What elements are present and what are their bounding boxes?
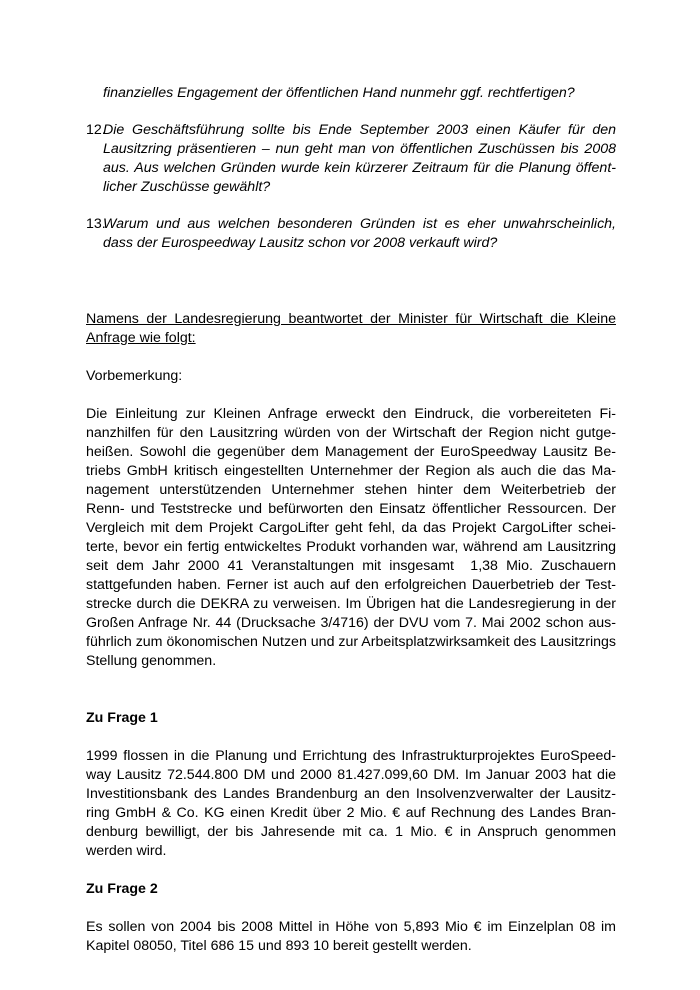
preamble-line: nagement unterstützenden Unternehmer stehen hinter dem Weiterbetrieb der xyxy=(86,482,616,498)
preamble-line: stattgefunden haben. Ferner ist auch auf den erfolgreichen Dauerbetrieb der Test- xyxy=(86,577,616,593)
frage-1-line: ring GmbH & Co. KG einen Kredit über 2 Mio. € auf Rechnung des Landes Bran- xyxy=(86,805,616,821)
frage-1-line: Investitionsbank des Landes Brandenburg an den Insolvenzverwalter der Lausitz- xyxy=(86,786,616,802)
preamble-line: Großen Anfrage Nr. 44 (Drucksache 3/4716) der DVU vom 7. Mai 2002 schon aus- xyxy=(86,615,616,631)
answer-intro-line: Namens der Landesregierung beantwortet der Minister für Wirtschaft die Kleine xyxy=(86,311,616,327)
frage-1-line: denburg bewilligt, der bis Jahresende mit ca. 1 Mio. € in Anspruch genommen xyxy=(86,824,616,840)
preamble-line: Vergleich mit dem Projekt CargoLifter geht fehl, da das Projekt CargoLifter schei- xyxy=(86,520,616,536)
question-13-line: Warum und aus welchen besonderen Gründen ist es eher unwahrscheinlich, xyxy=(103,216,616,232)
preamble-line: führlich zum ökonomischen Nutzen und zur Arbeitsplatzwirksamkeit des Lausitzrings xyxy=(86,634,616,650)
question-13-line: dass der Eurospeedway Lausitz schon vor 2008 verkauft wird? xyxy=(103,235,498,251)
frage-1-line: werden wird. xyxy=(86,843,167,859)
question-12-line: Die Geschäftsführung sollte bis Ende September 2003 einen Käufer für den xyxy=(103,122,616,138)
preamble-line: heißen. Sowohl die gegenüber dem Management der EuroSpeedway Lausitz Be- xyxy=(86,444,616,460)
answer-intro-line: Anfrage wie folgt: xyxy=(86,330,196,346)
question-12-line: Lausitzring präsentieren – nun geht man von öffentlichen Zuschüssen bis 2008 xyxy=(103,141,616,157)
frage-1-paragraph xyxy=(86,747,616,861)
question-12-line: aus. Aus welchen Gründen wurde kein kürzerer Zeitraum für die Planung öffent- xyxy=(103,160,616,176)
question-12-number: 12. xyxy=(86,122,106,138)
preamble-line: nanzhilfen für den Lausitzring würden von der Wirtschaft der Region nicht gutge- xyxy=(86,425,616,441)
preamble-line: Renn- und Teststrecke und befürworten den Einsatz öffentlicher Ressourcen. Der xyxy=(86,501,616,517)
frage-2-paragraph xyxy=(86,918,616,956)
frage-2-line: Kapitel 08050, Titel 686 15 und 893 10 bereit gestellt werden. xyxy=(86,938,472,954)
frage-1-heading: Zu Frage 1 xyxy=(86,710,158,726)
question-12 xyxy=(86,121,616,197)
question-13 xyxy=(86,215,616,253)
frage-1-line: 1999 flossen in die Planung und Errichtung des Infrastrukturprojektes EuroSpeed- xyxy=(86,748,616,764)
preamble-line: Die Einleitung zur Kleinen Anfrage erweckt den Eindruck, die vorbereiteten Fi- xyxy=(86,406,616,422)
document-page xyxy=(86,84,616,956)
preamble-line: seit dem Jahr 2000 41 Veranstaltungen mit insgesamt 1,38 Mio. Zuschauern xyxy=(86,558,616,574)
question-13-number: 13. xyxy=(86,216,106,232)
preamble-line: terte, bevor ein fertig entwickeltes Produkt vorhanden war, während am Lausitzring xyxy=(86,539,616,555)
preamble-line: triebs GmbH kritisch eingestellten Unternehmer der Region als auch die das Ma- xyxy=(86,463,616,479)
preamble-heading: Vorbemerkung: xyxy=(86,368,183,384)
preamble-line: Stellung genommen. xyxy=(86,653,217,669)
question-11-continuation: finanzielles Engagement der öffentlichen Hand nunmehr ggf. rechtfertigen? xyxy=(103,85,575,101)
preamble-paragraph xyxy=(86,405,616,671)
frage-2-line: Es sollen von 2004 bis 2008 Mittel in Höhe von 5,893 Mio € im Einzelplan 08 im xyxy=(86,919,616,935)
frage-2-heading: Zu Frage 2 xyxy=(86,881,158,897)
answer-intro xyxy=(86,310,616,348)
frage-1-line: way Lausitz 72.544.800 DM und 2000 81.427.099,60 DM. Im Januar 2003 hat die xyxy=(86,767,616,783)
preamble-line: strecke durch die DEKRA zu verweisen. Im Übrigen hat die Landesregierung in der xyxy=(86,596,616,612)
question-12-line: licher Zuschüsse gewählt? xyxy=(103,179,271,195)
